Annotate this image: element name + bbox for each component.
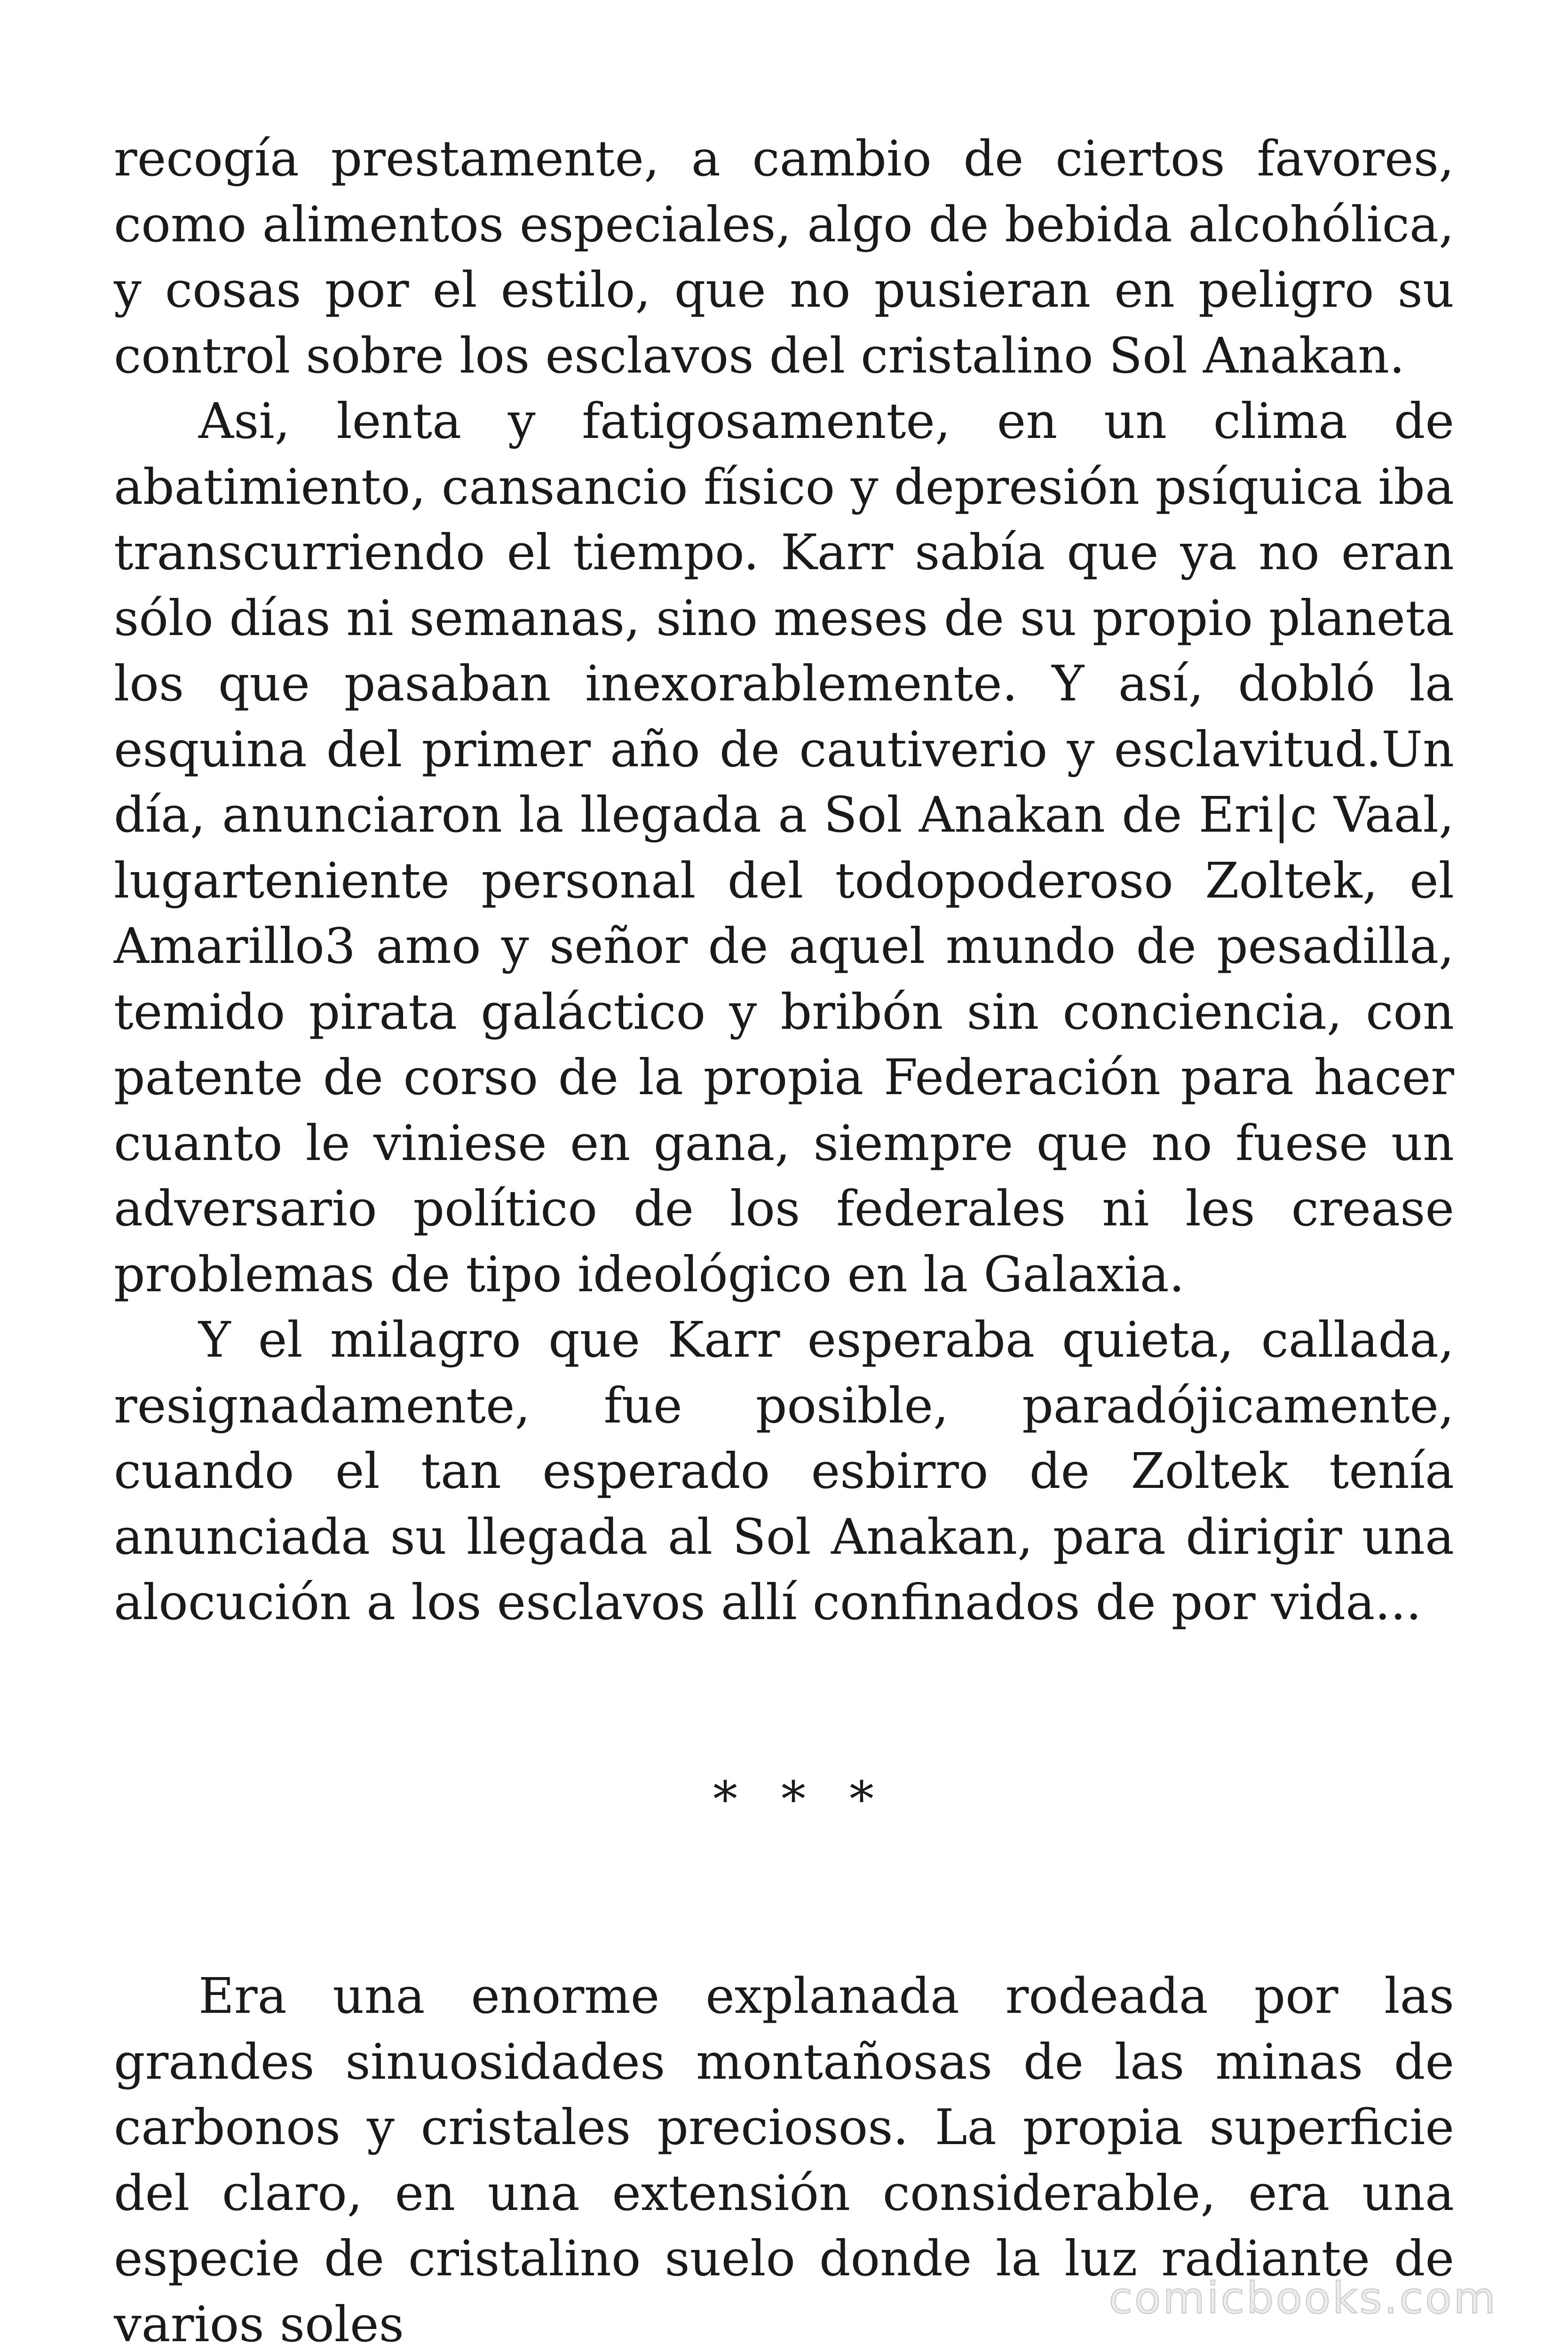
book-page	[114, 126, 1454, 2352]
section-separator: * * *	[713, 1770, 888, 1828]
paragraph: Era una enorme explanada rodeada por las grandes sinuosidades montañosas de las minas de carbonos y cristales preciosos. La propia superficie del claro, en una extensión considerable, era una especie de cristalino suelo donde la luz radiante de varios soles	[114, 1967, 1454, 2352]
paragraph: Y el milagro que Karr esperaba quieta, callada, resignadamente, fue posible, paradójicamente, cuando el tan esperado esbirro de Zoltek tenía anunciada su llegada al Sol Anakan, para dirigir una alocución a los esclavos allí confinados de por vida...	[114, 1311, 1454, 1631]
paragraph: recogía prestamente, a cambio de ciertos favores, como alimentos especiales, algo de bebida alcohólica, y cosas por el estilo, que no pusieran en peligro su control sobre los esclavos del cristalino Sol Anakan.	[114, 130, 1454, 384]
paragraph: Asi, lenta y fatigosamente, en un clima de abatimiento, cansancio físico y depresión psíquica iba transcurriendo el tiempo. Karr sabía que ya no eran sólo días ni semanas, sino meses de su propio planeta los que pasaban inexorablemente. Y así, dobló la esquina del primer año de cautiverio y esclavitud.Un día, anunciaron la llegada a Sol Anakan de Eri|c Vaal, lugarteniente personal del todopoderoso Zoltek, el Amarillo3 amo y señor de aquel mundo de pesadilla, temido pirata galáctico y bribón sin conciencia, con patente de corso de la propia Federación para hacer cuanto le viniese en gana, siempre que no fuese un adversario político de los federales ni les crease problemas de tipo ideológico en la Galaxia.	[114, 392, 1454, 1303]
watermark: comicbooks.com	[1109, 2273, 1497, 2323]
